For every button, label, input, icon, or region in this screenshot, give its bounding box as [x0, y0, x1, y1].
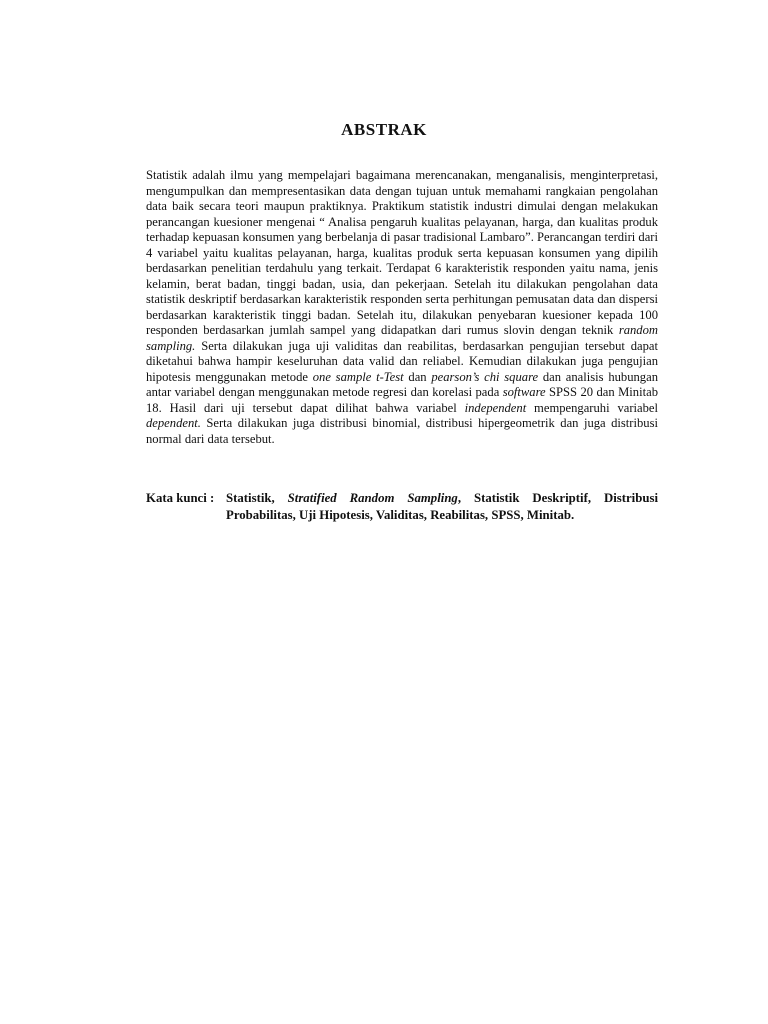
keyword-text: Statistik,	[226, 491, 288, 505]
abstract-body	[146, 168, 658, 447]
italic-term: one sample t-Test	[312, 369, 404, 384]
abstract-text: Serta dilakukan juga distribusi binomial, distribusi hipergeometrik dan juga distribusi normal dari data tersebut.	[146, 416, 658, 446]
abstract-paragraph	[146, 168, 658, 447]
keywords-label: Kata kunci :	[146, 491, 215, 505]
abstract-text: dan analisis hubungan antar variabel dengan menggunakan metode regresi dan korelasi pada	[146, 369, 658, 399]
abstract-text: Serta dilakukan juga uji validitas dan reabilitas, berdasarkan pengujian tersebut dapat diketahui bahwa hampir keseluruhan data valid dan reliabel. Kemudian dilakukan juga pengujian hipotesis menggunakan metode	[146, 338, 658, 384]
keywords-section	[146, 490, 658, 524]
keyword-text: , Statistik Deskriptif, Distribusi Probabilitas, Uji Hipotesis, Validitas, Reabilitas, SPSS, Minitab.	[226, 491, 659, 522]
page-title: ABSTRAK	[341, 120, 427, 139]
italic-term: dependent.	[146, 416, 201, 430]
italic-term: software	[502, 385, 546, 399]
abstract-text: SPSS 20 dan Minitab 18. Hasil dari uji tersebut dapat dilihat bahwa variabel	[146, 385, 658, 415]
italic-term: independent	[464, 400, 527, 415]
keywords-list	[226, 490, 658, 524]
abstract-text: Statistik adalah ilmu yang mempelajari bagaimana merencanakan, menganalisis, menginterpretasi, mengumpulkan dan mempresentasikan data dengan tujuan untuk memahami rangkaian pengolahan data baik secara teori maupun praktiknya. Praktikum statistik industri dimulai dengan melakukan perancangan kuesioner mengenai “ Analisa pengaruh kualitas pelayanan, harga, dan kualitas produk terhadap kepuasan konsumen yang berbelanja di pasar tradisional Lambaro”. Perancangan terdiri dari 4 variabel yaitu kualitas pelayanan, harga, kualitas produk serta kepuasan konsumen yang dipilih berdasarkan penelitian terdahulu yang terkait. Terdapat 6 karakteristik responden yaitu nama, jenis kelamin, berat badan, tinggi badan, usia, dan pekerjaan. Setelah itu dilakukan pengolahan data statistik deskriptif berdasarkan karakteristik responden serta perhitungan pemusatan data dan dispersi berdasarkan karakteristik tinggi badan. Setelah itu, dilakukan penyebaran kuesioner kepada 100 responden berdasarkan jumlah sampel yang didapatkan dari rumus slovin dengan teknik	[146, 168, 658, 337]
abstract-text: mempengaruhi variabel	[526, 400, 659, 415]
keyword-italic: Stratified Random Sampling	[287, 491, 458, 505]
italic-term: pearson’s chi square	[431, 369, 539, 384]
abstract-text: dan	[403, 369, 432, 384]
italic-term: random sampling.	[146, 323, 658, 353]
